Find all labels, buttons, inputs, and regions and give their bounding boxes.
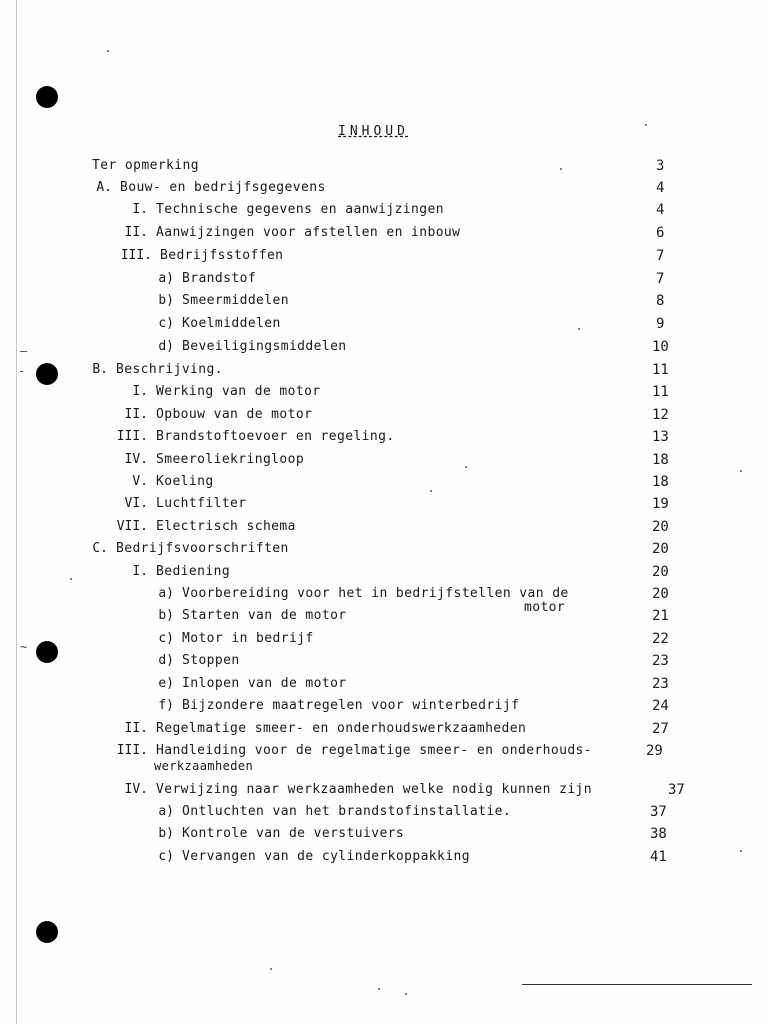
scan-speck: [405, 993, 407, 995]
scan-mark: -: [18, 364, 26, 378]
toc-entry: [104, 742, 592, 760]
toc-entry-page: 23: [652, 653, 669, 669]
scan-speck: [645, 124, 647, 126]
toc-entry-number: IV.: [124, 452, 148, 467]
punch-hole-top: [36, 86, 58, 108]
page-title: INHOUD: [338, 124, 409, 139]
toc-entry-page: 11: [652, 384, 669, 400]
toc-entry-number: I.: [132, 202, 148, 217]
punch-hole-middle-lower: [36, 641, 58, 663]
toc-entry-number: I.: [132, 384, 148, 399]
toc-entry-title: Beschrijving.: [116, 362, 223, 377]
toc-entry-page: 20: [652, 541, 669, 557]
scan-speck: [465, 466, 467, 468]
scan-speck: [430, 490, 432, 492]
toc-entry-page: 27: [652, 721, 669, 737]
toc-entry-page: 10: [652, 339, 669, 355]
toc-entry-title: Inlopen van de motor: [182, 676, 347, 691]
toc-entry: [88, 361, 223, 379]
toc-entry-title: Handleiding voor de regelmatige smeer- en onderhouds-: [156, 743, 593, 758]
toc-entry-title: Technische gegevens en aanwijzingen: [156, 202, 444, 217]
toc-entry-number: b): [158, 293, 174, 308]
toc-entry: [104, 451, 304, 469]
toc-entry: [104, 406, 312, 424]
toc-entry: [140, 270, 256, 288]
toc-entry: [104, 518, 296, 536]
toc-entry-title: Opbouw van de motor: [156, 407, 313, 422]
toc-entry-number: B.: [92, 362, 108, 377]
toc-entry-number: f): [158, 698, 174, 713]
punch-hole-bottom: [36, 921, 58, 943]
toc-entry-number: C.: [92, 541, 108, 556]
toc-entry-number: d): [158, 653, 174, 668]
toc-entry-page: 20: [652, 586, 669, 602]
scan-mark: —: [20, 344, 28, 358]
toc-entry-page: 4: [656, 202, 665, 218]
toc-entry-page: 12: [652, 407, 669, 423]
toc-entry-title: Bijzondere maatregelen voor winterbedrijf: [182, 698, 520, 713]
toc-entry-number: b): [158, 608, 174, 623]
toc-entry: [88, 540, 289, 558]
toc-entry: [118, 201, 444, 219]
toc-entry: [92, 179, 326, 197]
toc-entry-title: Electrisch schema: [156, 519, 296, 534]
toc-entry: [140, 652, 240, 670]
toc-entry: [140, 585, 569, 603]
continuation-motor: motor: [524, 600, 566, 615]
toc-entry-number: III.: [116, 743, 148, 758]
toc-entry-title: Aanwijzingen voor afstellen en inbouw: [156, 225, 461, 240]
toc-entry-number: c): [158, 631, 174, 646]
toc-entry: [92, 157, 199, 175]
toc-entry-title: Smeermiddelen: [182, 293, 289, 308]
toc-entry-number: c): [158, 849, 174, 864]
toc-entry-page: 3: [656, 158, 665, 174]
toc-entry-page: 22: [652, 631, 669, 647]
toc-entry-title: Werking van de motor: [156, 384, 321, 399]
toc-entry-page: 20: [652, 564, 669, 580]
toc-entry-page: 7: [656, 271, 665, 287]
toc-entry-number: A.: [96, 180, 112, 195]
toc-entry-page: 37: [668, 782, 685, 798]
toc-entry-number: II.: [124, 225, 148, 240]
toc-entry-number: II.: [124, 407, 148, 422]
toc-entry-page: 38: [650, 826, 667, 842]
toc-entry: [140, 825, 404, 843]
toc-entry: [104, 383, 321, 401]
toc-entry: [140, 675, 347, 693]
toc-entry: [140, 292, 289, 310]
scan-speck: [578, 328, 580, 330]
scan-speck: [378, 988, 380, 990]
scan-speck: [740, 850, 742, 852]
toc-entry-title: Verwijzing naar werkzaamheden welke nodig kunnen zijn: [156, 782, 593, 797]
toc-entry-page: 18: [652, 452, 669, 468]
toc-entry-page: 20: [652, 519, 669, 535]
toc-entry: [104, 473, 214, 491]
punch-hole-middle-upper: [36, 363, 58, 385]
toc-entry-page: 29: [646, 743, 663, 759]
toc-entry-page: 19: [652, 496, 669, 512]
page-edge: [16, 0, 17, 1024]
toc-entry: [104, 247, 283, 265]
toc-entry-title: Ontluchten van het brandstofinstallatie.: [182, 804, 512, 819]
toc-entry-page: 4: [656, 180, 665, 196]
toc-entry: [140, 697, 519, 715]
toc-entry-page: 8: [656, 293, 665, 309]
toc-entry-title: Koelmiddelen: [182, 316, 281, 331]
toc-entry-page: 9: [656, 316, 665, 332]
toc-entry-title: Bediening: [156, 564, 231, 579]
scan-mark: ~: [20, 640, 28, 654]
toc-entry-page: 18: [652, 474, 669, 490]
toc-entry: [140, 338, 347, 356]
scan-speck: [70, 578, 72, 580]
toc-entry-page: 11: [652, 362, 669, 378]
toc-entry: [104, 781, 592, 799]
toc-entry-page: 13: [652, 429, 669, 445]
toc-entry-page: 37: [650, 804, 667, 820]
toc-entry-number: b): [158, 826, 174, 841]
toc-entry-number: d): [158, 339, 174, 354]
scan-speck: [270, 968, 272, 970]
toc-entry-number: e): [158, 676, 174, 691]
toc-entry-title: Kontrole van de verstuivers: [182, 826, 405, 841]
toc-entry-number: a): [158, 586, 174, 601]
toc-entry-title: Bouw- en bedrijfsgegevens: [120, 180, 326, 195]
toc-entry-number: a): [158, 271, 174, 286]
toc-entry-number: VI.: [124, 496, 148, 511]
toc-entry-number: I.: [132, 564, 148, 579]
toc-entry-number: III.: [116, 429, 148, 444]
scan-speck: [740, 470, 742, 472]
footer-rule: [522, 984, 752, 985]
toc-entry-title: Koeling: [156, 474, 214, 489]
toc-entry-number: c): [158, 316, 174, 331]
toc-entry-page: 6: [656, 225, 665, 241]
toc-entry-title: Beveiligingsmiddelen: [182, 339, 347, 354]
toc-entry-page: 23: [652, 676, 669, 692]
toc-entry-title: Ter opmerking: [92, 158, 199, 173]
toc-entry-page: 7: [656, 248, 665, 264]
toc-entry-number: II.: [124, 721, 148, 736]
toc-entry: [104, 720, 526, 738]
toc-entry-title: Bedrijfsstoffen: [160, 248, 284, 263]
toc-entry-number: V.: [132, 474, 148, 489]
toc-entry: [104, 495, 247, 513]
toc-entry: [140, 315, 281, 333]
scan-speck: [107, 50, 109, 52]
toc-entry: [140, 848, 470, 866]
toc-entry-title: Voorbereiding voor het in bedrijfstellen van de: [182, 586, 569, 601]
toc-entry-title: Stoppen: [182, 653, 240, 668]
toc-entry-number: IV.: [124, 782, 148, 797]
toc-entry-title: Smeeroliekringloop: [156, 452, 305, 467]
toc-entry-title: Bedrijfsvoorschriften: [116, 541, 289, 556]
toc-entry-title: Motor in bedrijf: [182, 631, 314, 646]
scan-speck: [560, 168, 562, 170]
toc-entry-title: Regelmatige smeer- en onderhoudswerkzaamheden: [156, 721, 527, 736]
toc-entry: [104, 428, 395, 446]
toc-entry-number: a): [158, 804, 174, 819]
toc-entry: [140, 607, 347, 625]
toc-entry: [104, 224, 460, 242]
toc-entry-title: Starten van de motor: [182, 608, 347, 623]
toc-entry-page: 21: [652, 608, 669, 624]
toc-entry-title: Brandstoftoevoer en regeling.: [156, 429, 395, 444]
toc-entry: [140, 803, 511, 821]
toc-entry-page: 41: [650, 849, 667, 865]
toc-entry-title: Vervangen van de cylinderkoppakking: [182, 849, 470, 864]
toc-entry: [140, 630, 314, 648]
toc-entry-page: 24: [652, 698, 669, 714]
toc-entry-number: III.: [120, 248, 152, 263]
toc-entry: [104, 563, 230, 581]
toc-entry-title: Luchtfilter: [156, 496, 247, 511]
continuation-werkzaamheden: werkzaamheden: [154, 759, 254, 773]
toc-entry-title: Brandstof: [182, 271, 257, 286]
toc-entry-number: VII.: [116, 519, 148, 534]
